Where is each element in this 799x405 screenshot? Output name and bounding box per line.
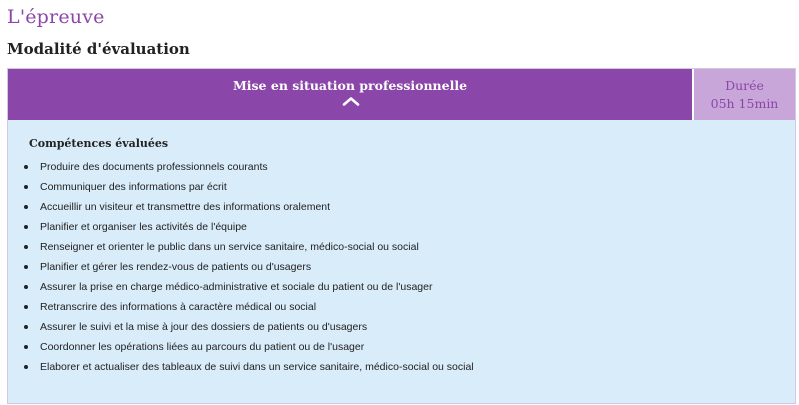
skill-item: [21, 217, 474, 237]
bullet-icon: [24, 305, 28, 309]
exam-toggle-button[interactable]: [8, 69, 692, 120]
skill-label: Communiquer des informations par écrit: [40, 181, 227, 193]
bullet-icon: [24, 285, 28, 289]
skills-list: [21, 157, 474, 377]
duration-value: 05h 15min: [710, 96, 779, 111]
skill-item: [21, 257, 474, 277]
bullet-icon: [24, 325, 28, 329]
skill-label: Renseigner et orienter le public dans un service sanitaire, médico-social ou social: [40, 241, 419, 253]
chevron-up-icon: [342, 96, 360, 106]
bullet-icon: [24, 245, 28, 249]
duration-cell: [694, 69, 795, 120]
duration-label: Durée: [725, 78, 764, 93]
skill-item: [21, 337, 474, 357]
section-title: Modalité d'évaluation: [7, 40, 190, 58]
skill-label: Retranscrire des informations à caractère médical ou social: [40, 301, 317, 313]
bullet-icon: [24, 205, 28, 209]
skill-item: [21, 357, 474, 377]
skill-label: Assurer la prise en charge médico-administrative et sociale du patient ou de l'usager: [40, 281, 433, 293]
skill-item: [21, 197, 474, 217]
bullet-icon: [24, 165, 28, 169]
exam-panel-body: [8, 120, 795, 403]
skill-label: Elaborer et actualiser des tableaux de suivi dans un service sanitaire, médico-social ou social: [40, 361, 474, 373]
bullet-icon: [24, 365, 28, 369]
bullet-icon: [24, 225, 28, 229]
skill-label: Assurer le suivi et la mise à jour des dossiers de patients ou d'usagers: [40, 321, 368, 333]
skill-item: [21, 157, 474, 177]
skill-item: [21, 317, 474, 337]
skill-item: [21, 277, 474, 297]
skill-item: [21, 297, 474, 317]
skill-label: Planifier et gérer les rendez-vous de patients ou d'usagers: [40, 261, 312, 273]
skill-item: [21, 237, 474, 257]
skill-label: Produire des documents professionnels courants: [40, 161, 268, 173]
skill-label: Coordonner les opérations liées au parcours du patient ou de l'usager: [40, 341, 365, 353]
exam-panel: [7, 68, 796, 404]
bullet-icon: [24, 185, 28, 189]
bullet-icon: [24, 265, 28, 269]
page-title: L'épreuve: [7, 6, 105, 28]
bullet-icon: [24, 345, 28, 349]
exam-name: Mise en situation professionnelle: [232, 78, 468, 93]
exam-panel-header: [8, 69, 795, 120]
skill-item: [21, 177, 474, 197]
skill-label: Planifier et organiser les activités de l'équipe: [40, 221, 247, 233]
skill-label: Accueillir un visiteur et transmettre des informations oralement: [40, 201, 331, 213]
skills-heading: Compétences évaluées: [29, 137, 169, 150]
